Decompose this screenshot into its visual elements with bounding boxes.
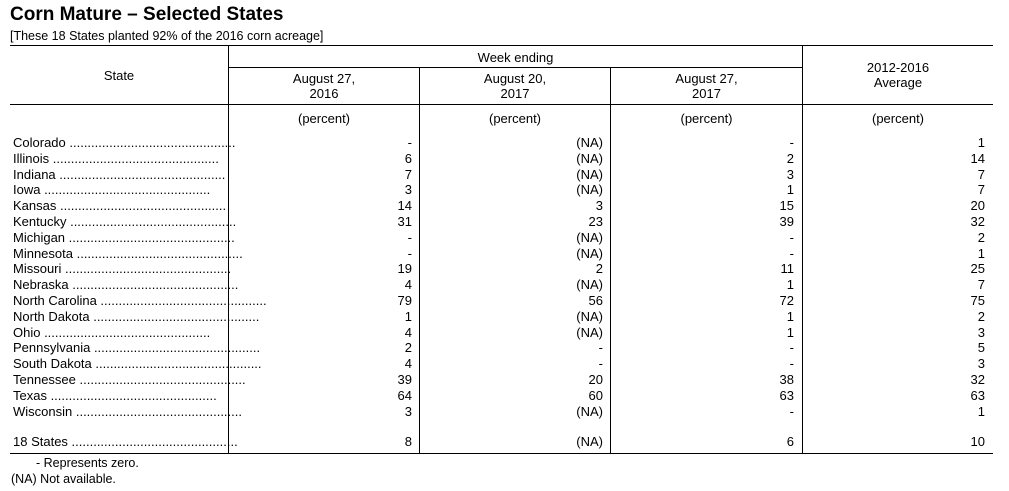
value-average: 7 [977, 182, 985, 198]
state-header: State [103, 68, 135, 83]
value-aug27-2016: 79 [397, 292, 412, 308]
value-average: 32 [970, 371, 985, 387]
unit-label-col2: (percent) [488, 111, 542, 126]
value-aug27-2016: - [407, 229, 412, 245]
value-average: 2 [977, 229, 985, 245]
value-aug20-2017: 60 [588, 387, 603, 403]
value-average: 3 [977, 324, 985, 340]
value-aug27-2017: - [789, 340, 794, 356]
state-name: South Dakota .............................................. [13, 356, 262, 372]
table-title: Corn Mature – Selected States [10, 4, 284, 25]
value-average: 32 [970, 213, 985, 229]
value-average: 1 [977, 403, 985, 419]
value-average: 20 [970, 198, 985, 214]
value-average: 14 [970, 150, 985, 166]
state-name: Illinois .............................................. [13, 150, 219, 166]
table-row [0, 261, 1009, 277]
value-aug20-2017: (NA) [576, 308, 603, 324]
state-name: Wisconsin .............................................. [13, 403, 242, 419]
bottom-rule [10, 453, 993, 454]
state-name: Tennessee .............................................. [13, 371, 246, 387]
footnote-zero: - Represents zero. [36, 456, 139, 470]
table-row [0, 151, 1009, 167]
value-aug27-2017: - [789, 356, 794, 372]
value-aug27-2017: 2 [786, 150, 794, 166]
value-average: 7 [977, 277, 985, 293]
col-header-average: 2012-2016 Average [866, 60, 930, 90]
unit-label-col1: (percent) [297, 111, 351, 126]
value-aug27-2017: 1 [786, 308, 794, 324]
state-name: Colorado .............................................. [13, 135, 236, 150]
table-row [0, 214, 1009, 230]
value-average: 7 [977, 166, 985, 182]
value-aug27-2016: 4 [404, 324, 412, 340]
table-row [0, 309, 1009, 325]
value-aug20-2017: (NA) [576, 324, 603, 340]
value-aug20-2017: (NA) [576, 277, 603, 293]
footnote-na: (NA) Not available. [11, 472, 116, 486]
value-aug20-2017: (NA) [576, 245, 603, 261]
col-header-aug27-2017: August 27, 2017 [675, 71, 738, 101]
total-aug20-2017: (NA) [576, 434, 603, 449]
state-name: North Dakota .............................................. [13, 308, 260, 324]
value-average: 25 [970, 261, 985, 277]
value-aug27-2016: 6 [404, 150, 412, 166]
value-aug27-2016: 4 [404, 356, 412, 372]
data-rows [0, 135, 1009, 419]
value-aug27-2017: - [789, 135, 794, 150]
table-row [0, 372, 1009, 388]
value-aug27-2016: - [407, 135, 412, 150]
value-aug27-2016: 7 [404, 166, 412, 182]
table-row [0, 198, 1009, 214]
state-name: Minnesota .............................................. [13, 245, 243, 261]
value-aug20-2017: 20 [588, 371, 603, 387]
value-aug20-2017: 3 [595, 198, 603, 214]
value-aug20-2017: 23 [588, 213, 603, 229]
total-row [0, 434, 1009, 450]
value-aug27-2017: - [789, 403, 794, 419]
value-aug27-2016: 4 [404, 277, 412, 293]
state-name: Kentucky .............................................. [13, 213, 237, 229]
total-label: 18 States .............................................. [13, 434, 238, 449]
value-aug27-2017: 39 [779, 213, 794, 229]
header-bottom-rule [10, 104, 993, 105]
table-row [0, 246, 1009, 262]
unit-label-col4: (percent) [871, 111, 925, 126]
value-aug27-2016: 3 [404, 182, 412, 198]
value-aug20-2017: (NA) [576, 135, 603, 150]
value-aug27-2017: 38 [779, 371, 794, 387]
state-name: Iowa .............................................. [13, 182, 211, 198]
table-row [0, 167, 1009, 183]
table-row [0, 277, 1009, 293]
value-aug20-2017: 56 [588, 292, 603, 308]
value-aug20-2017: (NA) [576, 150, 603, 166]
value-aug20-2017: - [598, 356, 603, 372]
col-header-aug27-2016: August 27, 2016 [292, 71, 356, 101]
value-aug27-2017: 63 [779, 387, 794, 403]
value-aug27-2017: - [789, 245, 794, 261]
value-average: 3 [977, 356, 985, 372]
value-aug27-2016: 39 [397, 371, 412, 387]
table-row [0, 356, 1009, 372]
state-name: Kansas .............................................. [13, 198, 227, 214]
value-aug27-2017: 1 [786, 324, 794, 340]
week-ending-header: Week ending [477, 50, 554, 65]
total-average: 10 [970, 434, 985, 449]
value-aug27-2016: 2 [404, 340, 412, 356]
value-aug27-2017: 1 [786, 277, 794, 293]
table-row [0, 404, 1009, 420]
table-row [0, 340, 1009, 356]
value-aug27-2016: 31 [397, 213, 412, 229]
state-name: Indiana .............................................. [13, 166, 226, 182]
value-average: 63 [970, 387, 985, 403]
value-average: 75 [970, 292, 985, 308]
value-average: 1 [977, 135, 985, 150]
value-aug27-2016: 1 [404, 308, 412, 324]
value-aug20-2017: 2 [595, 261, 603, 277]
state-name: Nebraska .............................................. [13, 277, 239, 293]
col-header-aug20-2017: August 20, 2017 [483, 71, 547, 101]
value-aug27-2016: 64 [397, 387, 412, 403]
state-name: Ohio .............................................. [13, 324, 211, 340]
value-aug27-2016: 14 [397, 198, 412, 214]
state-name: Pennsylvania .............................................. [13, 340, 261, 356]
value-aug27-2017: 11 [780, 261, 794, 277]
value-aug20-2017: (NA) [576, 403, 603, 419]
value-aug27-2016: 19 [397, 261, 412, 277]
table-row [0, 388, 1009, 404]
top-rule [10, 45, 993, 46]
value-aug27-2017: 3 [786, 166, 794, 182]
table-row [0, 293, 1009, 309]
value-aug20-2017: (NA) [576, 166, 603, 182]
value-aug20-2017: (NA) [576, 229, 603, 245]
state-name: Michigan .............................................. [13, 229, 235, 245]
value-average: 1 [977, 245, 985, 261]
value-aug27-2017: - [789, 229, 794, 245]
table-row [0, 325, 1009, 341]
state-name: Missouri .............................................. [13, 261, 232, 277]
state-name: North Carolina .............................................. [13, 292, 267, 308]
total-aug27-2017: 6 [786, 434, 794, 449]
table-row [0, 182, 1009, 198]
value-aug27-2017: 72 [779, 292, 794, 308]
total-aug27-2016: 8 [404, 434, 412, 449]
value-aug27-2017: 15 [779, 198, 794, 214]
value-aug27-2016: 3 [404, 403, 412, 419]
state-name: Texas .............................................. [13, 387, 217, 403]
value-aug27-2016: - [407, 245, 412, 261]
value-aug20-2017: - [598, 340, 603, 356]
unit-label-col3: (percent) [680, 111, 733, 126]
table-subtitle: [These 18 States planted 92% of the 2016 corn acreage] [10, 29, 324, 43]
value-average: 2 [977, 308, 985, 324]
value-average: 5 [977, 340, 985, 356]
value-aug27-2017: 1 [786, 182, 794, 198]
table-row [0, 135, 1009, 151]
table-row [0, 230, 1009, 246]
value-aug20-2017: (NA) [576, 182, 603, 198]
week-ending-rule [229, 67, 803, 68]
